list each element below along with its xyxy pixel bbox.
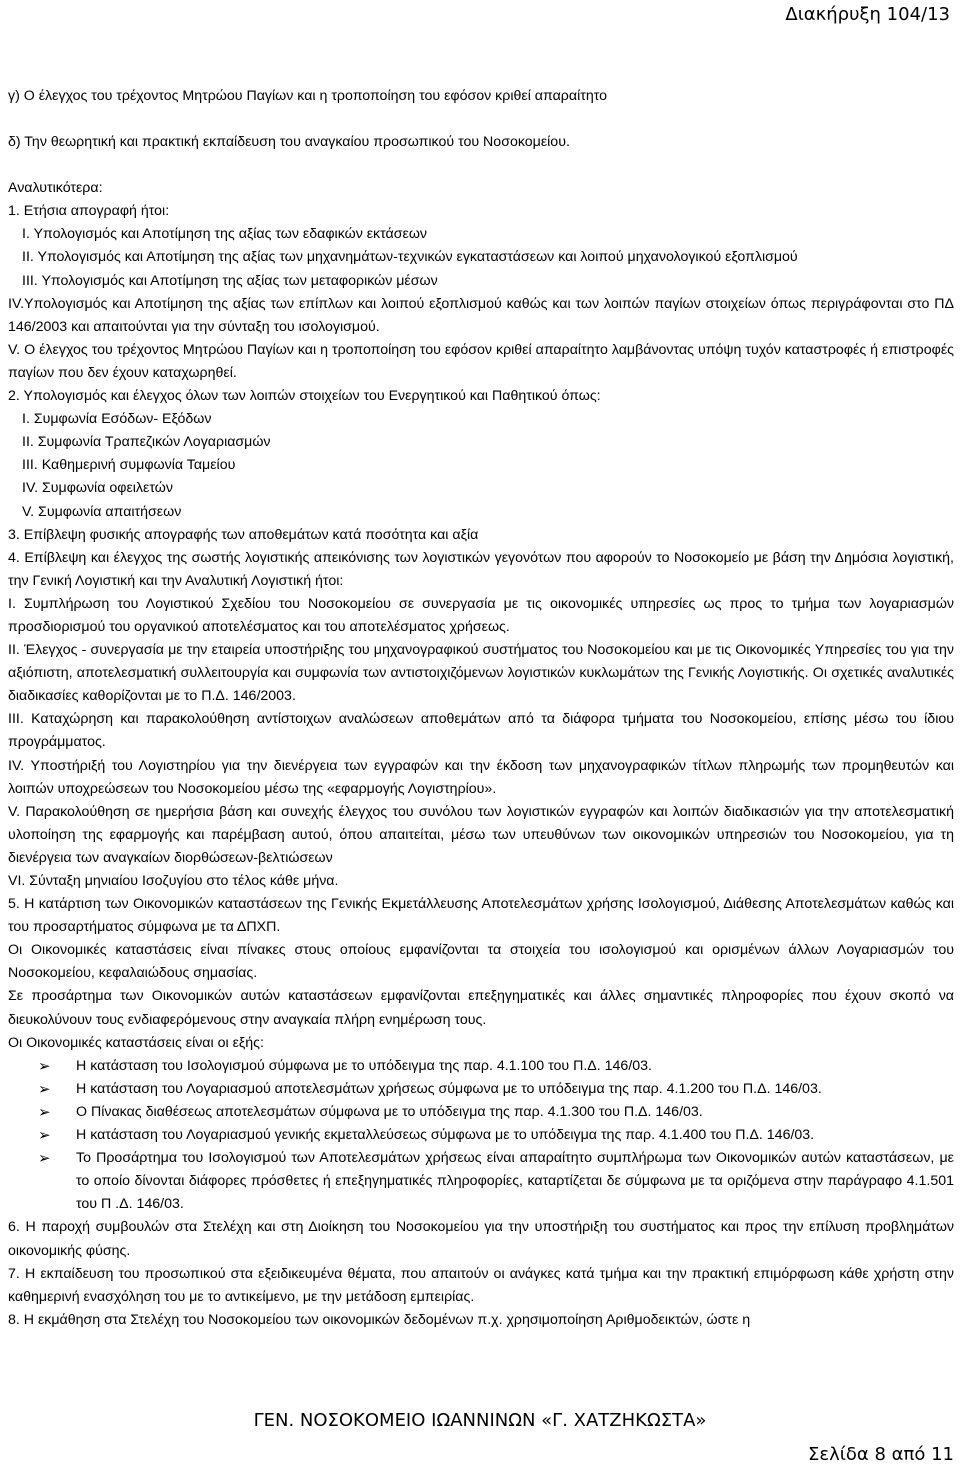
page-number: Σελίδα 8 από 11 [808, 1444, 954, 1465]
paragraph: δ) Την θεωρητική και πρακτική εκπαίδευση του αναγκαίου προσωπικού του Νοσοκομείου. [8, 134, 570, 151]
list-item: ΙΙΙ. Καθημερινή συμφωνία Ταμείου [22, 457, 236, 474]
list-item: ΙV. Συμφωνία οφειλετών [22, 480, 173, 497]
paragraph: 8. Η εκμάθηση στα Στελέχη του Νοσοκομείου των οικονομικών δεδομένων π.χ. χρησιμοποίηση Αριθμοδεικτών, ώστε η [8, 1311, 751, 1328]
statements-list [8, 1055, 954, 1217]
list-item: ΙV.Υπολογισμός και Αποτίμηση της αξίας των επίπλων και λοιπού εξοπλισμού καθώς και των λοιπών παγίων στοιχείων όπως περιγράφονται στο ΠΔ 146/2003 και απαιτούνται για την σύνταξη του ισολογισμού. [8, 295, 954, 335]
document-footer: ΓΕΝ. ΝΟΣΟΚΟΜΕΙΟ ΙΩΑΝΝΙΝΩΝ «Γ. ΧΑΤΖΗΚΩΣΤΑ» [253, 1410, 707, 1431]
bullet-text: Το Προσάρτημα του Ισολογισμού των Αποτελεσμάτων χρήσεως είναι απαραίτητο συμπλήρωμα των Οικονομικών αυτών καταστάσεων, με το οποίο δίνονται διάφορες πρόσθετες ή επεξηγηματικές πληροφορίες, καταρτίζεται δε σύμφωνα με τα οριζόμενα στην παράγραφο 4.1.501 του Π .Δ. 146/03. [76, 1150, 954, 1213]
list-item: ΙΙΙ. Υπολογισμός και Αποτίμηση της αξίας των μεταφορικών μέσων [22, 272, 438, 289]
paragraph: 2. Υπολογισμός και έλεγχος όλων των λοιπών στοιχείων του Ενεργητικού και Παθητικού όπως: [8, 388, 601, 405]
arrow-bullet-icon: ➢ [38, 1127, 51, 1145]
paragraph: Αναλυτικότερα: [8, 180, 103, 197]
document-header: Διακήρυξη 104/13 [785, 4, 950, 25]
bullet-text: Η κατάσταση του Λογαριασμού αποτελεσμάτων χρήσεως σύμφωνα με το υπόδειγμα της παρ. 4.1.200 του Π.Δ. 146/03. [76, 1080, 822, 1097]
arrow-bullet-icon: ➢ [38, 1080, 51, 1098]
list-item: V. Παρακολούθηση σε ημερήσια βάση και συνεχής έλεγχος του συνόλου των λογιστικών εγγραφών και λοιπών διαδικασιών για την αποτελεσματική υλοποίηση της εφαρμογής και παρέμβαση αυτού, όπου απαιτείται, μέσω των υπευθύνων των οικονομικών υπηρεσιών του Νοσοκομείου, για τη διενέργεια των αναγκαίων διορθώσεων-βελτιώσεων [8, 803, 954, 866]
paragraph: 5. Η κατάρτιση των Οικονομικών καταστάσεων της Γενικής Εκμετάλλευσης Αποτελεσμάτων χρήσης Ισολογισμού, Διάθεσης Αποτελεσμάτων καθώς και του προσαρτήματος σύμφωνα με τα ΔΠΧΠ. [8, 896, 954, 936]
paragraph: Οι Οικονομικές καταστάσεις είναι πίνακες στους οποίους εμφανίζονται τα στοιχεία του ισολογισμού και ορισμένων άλλων Λογαριασμών του Νοσοκομείου, κεφαλαιώδους σημασίας. [8, 942, 954, 982]
paragraph: 4. Επίβλεψη και έλεγχος της σωστής λογιστικής απεικόνισης των λογιστικών γεγονότων που αφορούν το Νοσοκομείο με βάση την Δημόσια λογιστική, την Γενική Λογιστική και την Αναλυτική Λογιστική ήτοι: [8, 549, 954, 589]
paragraph: γ) Ο έλεγχος του τρέχοντος Μητρώου Παγίων και η τροποποίηση του εφόσον κριθεί απαραίτητο [8, 88, 608, 104]
paragraph: Σε προσάρτημα των Οικονομικών αυτών καταστάσεων εμφανίζονται επεξηγηματικές και άλλες σημαντικές πληροφορίες που έχουν σκοπό να διευκολύνουν τους ενδιαφερόμενους στην αναγκαία πλήρη ενημέρωση τους. [8, 988, 954, 1028]
arrow-bullet-icon: ➢ [38, 1103, 51, 1121]
bullet-item [8, 1124, 954, 1147]
paragraph: 7. Η εκπαίδευση του προσωπικού στα εξειδικευμένα θέματα, που απαιτούν οι ανάγκες κατά τμήμα και την πρακτική επιμόρφωση κάθε χρήστη στην καθημερινή ενασχόληση του με το αντικείμενο, με την μετάδοση εμπειρίας. [8, 1265, 954, 1305]
list-item: ΙΙ. Έλεγχος - συνεργασία με την εταιρεία υποστήριξης του μηχανογραφικού συστήματος του Νοσοκομείου και με τις Οικονομικές Υπηρεσίες του για την αξιόπιστη, αποτελεσματική συλλειτουργία και συμφωνία των αντιστοιχιζόμενων λογιστικών κυκλωμάτων της Γενικής Λογιστικής. Οι σχετικές αναλυτικές διαδικασίες καθορίζονται με το Π.Δ. 146/2003. [8, 642, 954, 705]
paragraph: 1. Ετήσια απογραφή ήτοι: [8, 203, 170, 220]
bullet-item [8, 1101, 954, 1124]
list-item: VΙ. Σύνταξη μηνιαίου Ισοζυγίου στο τέλος κάθε μήνα. [8, 873, 339, 889]
paragraph: 6. Η παροχή συμβουλών στα Στελέχη και στη Διοίκηση του Νοσοκομείου για την υποστήριξη του συστήματος και προς την επίλυση προβλημάτων οικονομικής φύσης. [8, 1219, 954, 1259]
list-item: ΙΙΙ. Καταχώρηση και παρακολούθηση αντίστοιχων αναλώσεων αποθεμάτων από τα διάφορα τμήματα του Νοσοκομείου, επίσης μέσω του ίδιου προγράμματος. [8, 711, 954, 751]
list-item: V. Συμφωνία απαιτήσεων [22, 503, 182, 520]
list-item: ΙV. Υποστήριξή του Λογιστηρίου για την διενέργεια των εγγραφών και την έκδοση των μηχανογραφικών τίτλων πληρωμής των προμηθευτών και λοιπών υποχρεώσεων του Νοσοκομείου μέσω της «εφαρμογής Λογιστηρίου». [8, 757, 954, 797]
list-item: ΙΙ. Υπολογισμός και Αποτίμηση της αξίας των μηχανημάτων-τεχνικών εγκαταστάσεων και λοιπού μηχανολογικού εξοπλισμού [22, 249, 798, 266]
bullet-text: Η κατάσταση του Ισολογισμού σύμφωνα με το υπόδειγμα της παρ. 4.1.100 του Π.Δ. 146/03. [76, 1057, 652, 1074]
list-item: Ι. Συμφωνία Εσόδων- Εξόδων [22, 411, 212, 428]
list-item: ΙΙ. Συμφωνία Τραπεζικών Λογαριασμών [22, 434, 271, 451]
arrow-bullet-icon: ➢ [38, 1150, 51, 1168]
paragraph: Οι Οικονομικές καταστάσεις είναι οι εξής: [8, 1034, 264, 1051]
list-item: V. Ο έλεγχος του τρέχοντος Μητρώου Παγίων και η τροποποίηση του εφόσον κριθεί απαραίτητο λαμβάνοντας υπόψη τυχόν καταστροφές ή επιστροφές παγίων που δεν έχουν καταχωρηθεί. [8, 341, 954, 381]
document-body [8, 85, 954, 1332]
list-item: Ι. Συμπλήρωση του Λογιστικού Σχεδίου του Νοσοκομείου σε συνεργασία με τις οικονομικές υπηρεσίες ως προς το τμήμα των λογαριασμών προσδιορισμού του οργανικού αποτελέσματος και του αποτελέσματος χρήσεως. [8, 595, 954, 635]
bullet-item [8, 1147, 954, 1216]
list-item: Ι. Υπολογισμός και Αποτίμηση της αξίας των εδαφικών εκτάσεων [22, 226, 427, 243]
bullet-text: Η κατάσταση του Λογαριασμού γενικής εκμεταλλεύσεως σύμφωνα με το υπόδειγμα της παρ. 4.1.400 του Π.Δ. 146/03. [76, 1127, 815, 1144]
bullet-item [8, 1055, 954, 1078]
arrow-bullet-icon: ➢ [38, 1057, 51, 1075]
bullet-item [8, 1078, 954, 1101]
bullet-text: Ο Πίνακας διαθέσεως αποτελεσμάτων σύμφωνα με το υπόδειγμα της παρ. 4.1.300 του Π.Δ. 146/03. [76, 1103, 703, 1120]
paragraph: 3. Επίβλεψη φυσικής απογραφής των αποθεμάτων κατά ποσότητα και αξία [8, 526, 479, 543]
